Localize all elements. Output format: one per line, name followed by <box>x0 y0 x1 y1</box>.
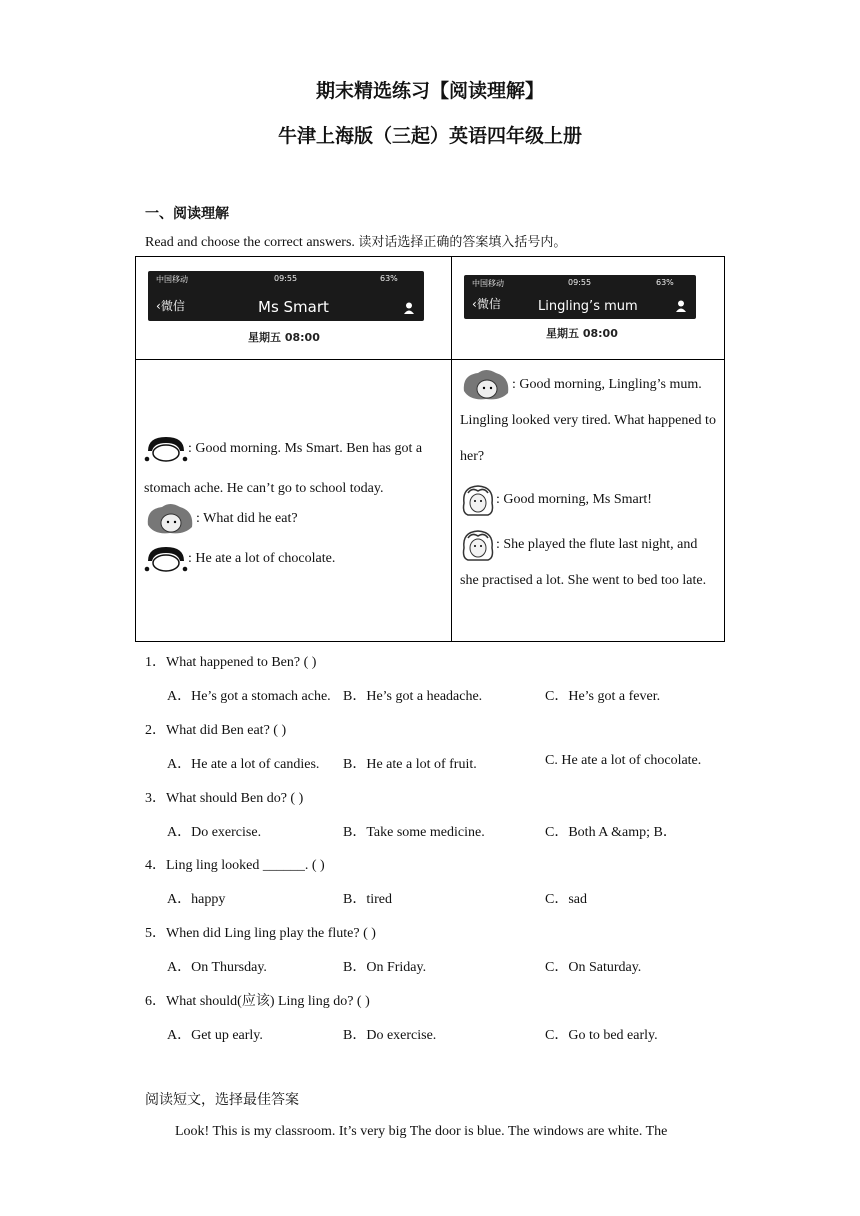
clock-label: 09:55 <box>568 278 592 287</box>
carrier-label: 中国移动 <box>472 279 504 288</box>
option-c[interactable]: C．Go to bed early. <box>545 1028 658 1043</box>
teacher-avatar-icon <box>144 501 196 537</box>
clock-label: 09:55 <box>274 274 298 283</box>
carrier-label: 中国移动 <box>156 275 188 284</box>
person-icon[interactable] <box>676 300 686 312</box>
contact-name: Ms Smart <box>258 298 329 316</box>
table-divider-horizontal <box>136 359 724 360</box>
option-c[interactable]: C．On Saturday. <box>545 960 642 975</box>
mum-avatar-icon <box>460 483 496 517</box>
option-b[interactable]: B．Do exercise. <box>343 1028 437 1043</box>
option-b[interactable]: B．He’s got a headache. <box>343 689 483 704</box>
back-label: 微信 <box>476 297 501 311</box>
reading-paragraph: Look! This is my classroom. It’s very big The door is blue. The windows are white. The <box>175 1124 668 1139</box>
line-text: : What did he eat? <box>196 511 298 527</box>
back-label: 微信 <box>160 299 185 313</box>
dialogue-table <box>135 256 725 642</box>
dialogue-line-left-3 <box>144 545 444 573</box>
option-b[interactable]: B．Take some medicine. <box>343 825 485 840</box>
option-c[interactable]: C．He’s got a fever. <box>545 689 661 704</box>
option-b[interactable]: B．tired <box>343 892 392 907</box>
back-button[interactable]: ‹微信 <box>156 299 185 313</box>
option-c[interactable]: C. He ate a lot of chocolate. <box>545 753 702 768</box>
battery-label: 63% <box>656 278 674 287</box>
contact-name: Lingling’s mum <box>538 299 638 314</box>
question-3: 3．What should Ben do? ( ) <box>145 791 304 806</box>
question-6: 6．What should(应该) Ling ling do? ( ) <box>145 994 370 1009</box>
question-5: 5．When did Ling ling play the flute? ( ) <box>145 926 376 941</box>
line-text: : Good morning, Ms Smart! <box>496 492 652 508</box>
option-c[interactable]: C．sad <box>545 892 587 907</box>
question-4: 4．Ling ling looked ______. ( ) <box>145 858 325 873</box>
page-title-line2: 牛津上海版（三起）英语四年级上册 <box>277 125 582 147</box>
line-text: : Good morning. Ms Smart. Ben has got a stomach ache. He can’t go to school today. <box>144 441 423 496</box>
option-b[interactable]: B．He ate a lot of fruit. <box>343 757 477 772</box>
dialogue-line-right-3 <box>460 527 716 599</box>
option-a[interactable]: A．He’s got a stomach ache. <box>167 689 331 704</box>
option-b[interactable]: B．On Friday. <box>343 960 427 975</box>
chat-header-right <box>464 275 696 319</box>
chat-header-left <box>148 271 424 321</box>
table-divider-vertical <box>451 257 452 641</box>
teacher-avatar-icon <box>460 367 512 403</box>
boy-avatar-icon <box>144 435 188 463</box>
battery-label: 63% <box>380 274 398 283</box>
question-1: 1．What happened to Ben? ( ) <box>145 655 317 670</box>
line-text: : Good morning, Lingling’s mum. Lingling looked very tired. What happened to her? <box>460 377 716 465</box>
back-button[interactable]: ‹微信 <box>472 297 501 311</box>
dialogue-line-right-1 <box>460 367 716 475</box>
question-2: 2．What did Ben eat? ( ) <box>145 723 287 738</box>
instruction-cn: 读对话选择正确的答案填入括号内。 <box>358 235 567 250</box>
reading-instruction: 阅读短文，选择最佳答案 <box>145 1092 299 1108</box>
option-a[interactable]: A．Get up early. <box>167 1028 263 1043</box>
option-a[interactable]: A．He ate a lot of candies. <box>167 757 320 772</box>
option-a[interactable]: A．On Thursday. <box>167 960 267 975</box>
dialogue-line-left-1 <box>144 429 444 509</box>
section-heading: 一、阅读理解 <box>145 206 229 222</box>
boy-avatar-icon <box>144 545 188 573</box>
option-a[interactable]: A．Do exercise. <box>167 825 262 840</box>
mum-avatar-icon <box>460 528 496 562</box>
dialogue-line-left-2 <box>144 501 444 537</box>
instruction-en: Read and choose the correct answers. <box>145 235 355 250</box>
section-instruction <box>145 231 566 251</box>
line-text: : She played the flute last night, and she practised a lot. She went to bed too late. <box>460 537 707 588</box>
person-icon[interactable] <box>404 302 414 314</box>
page-title-line1: 期末精选练习【阅读理解】 <box>315 80 544 102</box>
option-a[interactable]: A．happy <box>167 892 226 907</box>
option-c[interactable]: C．Both A &amp; B． <box>545 825 677 840</box>
dialogue-line-right-2 <box>460 483 716 517</box>
chat-date-left: 星期五 08:00 <box>248 331 320 344</box>
line-text: : He ate a lot of chocolate. <box>188 551 336 567</box>
chat-date-right: 星期五 08:00 <box>546 327 618 340</box>
